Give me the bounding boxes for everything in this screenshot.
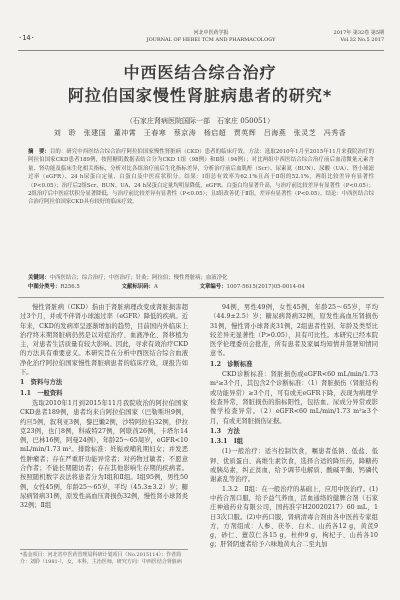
page-number: ·14· bbox=[18, 34, 35, 42]
clc-value: R256.5 bbox=[60, 284, 80, 290]
subsection-heading-general: 1.1 一般资料 bbox=[20, 389, 63, 397]
issue-info bbox=[334, 30, 384, 44]
keywords-text: 中西医结合；综合治疗；中医治疗；针灸；阿拉伯；慢性肾脏病；血液净化 bbox=[49, 275, 228, 281]
section-divider bbox=[18, 297, 384, 298]
article-title bbox=[0, 63, 400, 107]
abstract-label: 摘 要： bbox=[28, 149, 50, 155]
issue-en: Vol.32 No.5 2017 bbox=[340, 37, 384, 43]
clc-label: 中图分类号： bbox=[28, 284, 61, 290]
article-number-value: 1007-5615(2017)05-0014-04 bbox=[226, 284, 305, 290]
classification-line bbox=[28, 283, 374, 291]
journal-title-cn: 河北中医药学报 bbox=[193, 30, 229, 36]
body-column-left bbox=[20, 303, 188, 511]
subsection-heading-group-1: 1.3.1 Ⅰ组 bbox=[210, 438, 244, 446]
title-line-1: 中西医结合综合治疗 bbox=[123, 63, 277, 82]
issue-cn: 2017年 第32卷 第5期 bbox=[333, 30, 384, 36]
article-number-label: 文章编号： bbox=[199, 284, 227, 290]
intro-paragraph: 慢性肾脏病（CKD）指由于肾脏病理改变或肾脏损害超过3个月，并或不伴肾小球滤过率（eGFR）降低的疾病。近年来，CKD的发病率呈逐渐增加的趋势，目前国内外临床上治疗终末期肾脏病仍然是以对症治疗、血液净化、肾移植为主，对患者生活质量有较大影响。因此，寻求有效治疗CKD的方法具有重要意义。本研究旨在分析中西医结合综合血液净化治疗阿拉伯国家慢性肾脏病患者的临床疗效，现报告如下。 bbox=[20, 304, 188, 377]
abstract-text: 目的：研究中西医结合综合治疗阿拉伯国家慢性肾脏病（CKD）患者的临床疗效。方法：选取2010年1月至2015年11月来我院治疗的阿拉伯国家CKD患者189例，按照糖肌数据表结合分为CKD 1组（98例）和Ⅱ组（94例）；对比两组中西医结合综合治疗前后血清微量元素含量、肾功能及临床生化相关指标，分析对比各组治疗前后生化指标差异，分析治疗前后血肌酐（Scr）、尿素氮（BUN）、尿酸（UA）、肾小球滤过率（eGFR）、24 h尿蛋白定量、白蛋白及中医症状积分。结果：Ⅰ组总有效率为62.1%且高于Ⅱ组的52.1%，两组比较差异有显著性（P<0.05）；治疗后2组Scr、BUN、UA、24 h尿蛋白定量均明显降低，eGFR、白蛋白均显著升高，与治疗前比较差异有显著性（P<0.05）；2组治疗后中医症状积分显著降低，与治疗前比较差异有显著性（P<0.05）；且Ⅰ组改善优于Ⅱ组，差异有显著性（P<0.05）。结论：中西医结合综合治疗阿拉伯国家CKD具有较好的临床疗效。 bbox=[28, 149, 374, 206]
body-column-right bbox=[210, 303, 378, 550]
group-1-paragraph: (1)一般治疗：适当控制饮食，嘱患者低钠、低盐、低钾、优质蛋白、高维生素饮食，选择合适的降压药，降糖药或胰岛素，纠正贫血，给予调节电解质、酸碱平衡、钙磷代谢紊乱等治疗。 bbox=[210, 448, 378, 484]
footnote: *基金项目：河北省中医药管理局科研计划项目（No.2015114）；作者简介：刘聆（1981-），女，本科，主治医师，研究方向：中西医结合肾脏病 bbox=[20, 549, 188, 566]
subsection-heading-diagnosis: 1.2 诊断标准 bbox=[210, 360, 253, 368]
general-data-continued: 94例，男性49例，女性45例，年龄25～65岁，平均（44.9±2.5）岁；糖尿病肾病32例，原发性高血压肾损伤31例，慢性肾小球肾炎31例，2组患者性别、年龄及类型比较差异无显著性（P>0.05），具有可比性。本研究已经本院医学伦理委员会批准，所有患者及家属均知情并签署知情同意书。 bbox=[210, 304, 378, 358]
doc-code-value: A bbox=[153, 284, 158, 290]
keywords bbox=[28, 274, 374, 282]
section-heading-materials: 1 资料与方法 bbox=[20, 379, 63, 387]
general-data-paragraph: 选取2010年1月到2015年11月我院收治的阿拉伯国家CKD患者189例，患者均来自阿拉伯国家（巴勒斯坦9例，约旦5例，叙利亚3例，黎巴嫩2例，沙特阿拉伯32例，伊拉克23例，也门8例，科威特27例，阿联酋26例，卡塔尔14例，巴林16例，阿曼24例），年龄25～65周岁，eGFR<10 mL/min/1.73 m²。排除标准：妊娠或哺乳期妇女；并发恶性肿瘤者；存在严重肝功能异常者；对药物过敏者；不愿意合作者；不能长期随访者；存在其他影响生存期的疾病者。按照随机数字表法将患者分为Ⅰ组和Ⅱ组。Ⅰ组95例，男性50例，女性45例，年龄25～65岁，平均（45.3±3.2）岁；糖尿病肾病31例，原发性高血压肾损伤32例，慢性肾小球肾炎32例；Ⅱ组 bbox=[20, 399, 188, 510]
journal-title-en: JOURNAL OF HEBEI TCM AND PHARMACOLOGY bbox=[146, 37, 276, 43]
affiliation: （石家庄肾病医院国际一部 石家庄 050051） bbox=[126, 117, 274, 125]
doc-code-label: 文献标识码： bbox=[121, 284, 154, 290]
group-2-paragraph: 1.3.2 Ⅱ组：在一般治疗的基础上，应用中医治疗。(1)中药合剂口服，给予益气养血，活血通络的健脾合剂（石家庄神通药业有限公司，国药准字H20020217）60 mL，1日3次口服。(2)中药口服，肾病清毒合剂由各中医药专家组方，方剂组成：人参、茯苓、白术、山药各12 g，黄芪9 g，砂仁、薏苡仁各15 g，杜仲9 g，枸杞子、山药各10 g；肝肾阴虚者给予六味地黄丸合二至丸加 bbox=[210, 485, 378, 549]
diagnosis-paragraph: CKD诊断标准：肾脏损伤或eGFR<60 mL/min/1.73 m²≥3个月，其包含2个诊断标准：（1）肾脏损伤（肾脏结构或功能异常）≥3个月，可有或无eGFR下降，表现为病理学检查异常，肾脏损伤的指标阳性，包括血、尿成分异常或影像学检查异常。（2）eGFR<60 mL/min/1.73 m²≥3个月，有或无肾脏损伤证据。 bbox=[210, 371, 378, 425]
journal-title bbox=[126, 30, 296, 44]
subsection-heading-methods: 1.3 方法 bbox=[210, 427, 240, 435]
running-header bbox=[18, 28, 384, 51]
abstract bbox=[28, 148, 374, 207]
author-list: 刘 聆 张建国 董冲霄 王春寒 蔡京涛 杨启超 贾英辉 吕海燕 张灵芝 冯秀香 bbox=[53, 129, 347, 137]
keywords-label: 关键词： bbox=[28, 275, 50, 281]
title-line-2: 阿拉伯国家慢性肾脏病患者的研究* bbox=[67, 86, 333, 105]
